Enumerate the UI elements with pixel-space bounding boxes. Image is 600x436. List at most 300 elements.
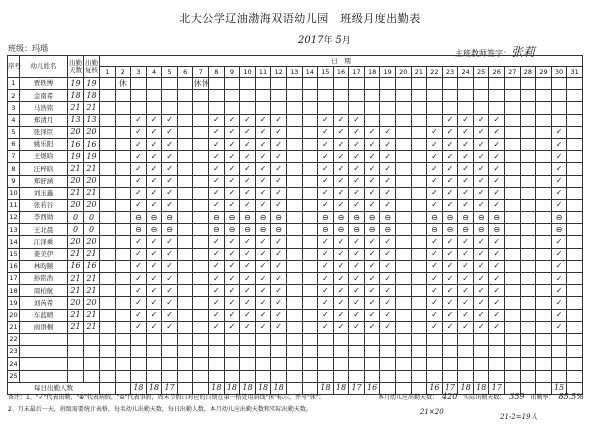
monthly-tallies	[378, 392, 588, 401]
attendance-mark	[442, 370, 458, 382]
attendance-mark	[567, 126, 583, 138]
attendance-mark	[395, 224, 411, 236]
attendance-mark	[115, 212, 131, 224]
attendance-mark: ✓	[333, 138, 349, 150]
attendance-mark	[458, 78, 474, 90]
attendance-mark	[224, 370, 240, 382]
attendance-mark	[177, 175, 193, 187]
attendance-mark: ✓	[473, 199, 489, 211]
attendance-mark: ✓	[271, 151, 287, 163]
attendance-mark	[177, 248, 193, 260]
table-row	[8, 273, 583, 285]
attendance-mark	[536, 333, 552, 345]
attendance-mark	[115, 370, 131, 382]
child-name: 李西勋	[20, 212, 68, 224]
attendance-mark	[567, 248, 583, 260]
attendance-mark: ✓	[380, 285, 396, 297]
table-row	[8, 333, 583, 345]
attendance-mark: ⊖	[146, 212, 162, 224]
attendance-mark: ✓	[131, 248, 147, 260]
attendance-mark	[458, 346, 474, 358]
attendance-mark	[177, 151, 193, 163]
attendance-mark	[240, 370, 256, 382]
daily-total-label: 每日出勤人数	[8, 382, 100, 394]
attendance-mark: ✓	[271, 138, 287, 150]
attendance-mark	[520, 151, 536, 163]
child-name: 姜美伊	[20, 248, 68, 260]
attendance-mark	[395, 163, 411, 175]
attendance-mark	[505, 236, 521, 248]
attendance-mark	[505, 78, 521, 90]
attendance-mark	[349, 370, 365, 382]
attendance-mark	[100, 126, 116, 138]
attendance-mark	[395, 199, 411, 211]
attendance-mark: ✓	[442, 163, 458, 175]
attendance-mark: ✓	[162, 175, 178, 187]
attendance-mark: ✓	[255, 309, 271, 321]
daily-total: 18	[271, 382, 287, 394]
attendance-mark	[302, 138, 318, 150]
row-number: 13	[8, 224, 20, 236]
attendance-mark	[364, 333, 380, 345]
attendance-mark: ✓	[209, 187, 225, 199]
attendance-mark: ✓	[209, 126, 225, 138]
attendance-mark	[520, 358, 536, 370]
attendance-mark	[115, 333, 131, 345]
attendance-mark	[520, 297, 536, 309]
attendance-mark: ✓	[427, 187, 443, 199]
attendance-mark: ✓	[240, 114, 256, 126]
attendance-mark: ⊖	[318, 224, 334, 236]
attendance-mark: ⊖	[458, 212, 474, 224]
attendance-mark	[100, 260, 116, 272]
attendance-mark	[505, 114, 521, 126]
attendance-mark	[567, 212, 583, 224]
days-due: 21	[68, 187, 84, 199]
attendance-mark	[551, 346, 567, 358]
attendance-mark	[115, 151, 131, 163]
attendance-mark: ✓	[318, 175, 334, 187]
attendance-mark: ✓	[349, 273, 365, 285]
child-name: 张若谷	[20, 199, 68, 211]
attendance-mark	[551, 370, 567, 382]
attendance-mark: ✓	[224, 138, 240, 150]
col-actual-header: 出勤复核	[84, 56, 100, 78]
attendance-mark	[209, 370, 225, 382]
attendance-mark: ✓	[458, 248, 474, 260]
day-header: 15	[318, 67, 334, 78]
attendance-mark	[115, 175, 131, 187]
attendance-mark	[302, 175, 318, 187]
attendance-mark: ✓	[380, 151, 396, 163]
attendance-mark: ⊖	[380, 212, 396, 224]
attendance-mark	[177, 309, 193, 321]
attendance-mark	[177, 126, 193, 138]
attendance-mark	[302, 90, 318, 102]
days-due: 20	[68, 199, 84, 211]
attendance-mark	[100, 297, 116, 309]
attendance-mark: ✓	[364, 297, 380, 309]
attendance-mark	[520, 212, 536, 224]
attendance-mark: ⊖	[224, 224, 240, 236]
attendance-mark: ✓	[551, 126, 567, 138]
attendance-mark: ✓	[209, 285, 225, 297]
daily-total: 17	[162, 382, 178, 394]
attendance-mark: ✓	[224, 175, 240, 187]
attendance-mark: ✓	[427, 163, 443, 175]
attendance-mark: ✓	[489, 199, 505, 211]
attendance-mark	[427, 346, 443, 358]
col-due-header: 出勤天数	[68, 56, 84, 78]
attendance-mark: ✓	[224, 273, 240, 285]
row-number: 1	[8, 78, 20, 90]
due-days-value: 420	[442, 392, 458, 401]
attendance-mark	[177, 138, 193, 150]
attendance-mark	[520, 175, 536, 187]
attendance-mark: ✓	[209, 248, 225, 260]
attendance-mark	[100, 163, 116, 175]
attendance-mark	[520, 187, 536, 199]
attendance-mark	[364, 114, 380, 126]
attendance-mark	[224, 346, 240, 358]
daily-total: 17	[349, 382, 365, 394]
child-name	[20, 358, 68, 370]
attendance-mark: ✓	[473, 187, 489, 199]
attendance-mark: ✓	[427, 285, 443, 297]
daily-total: 18	[240, 382, 256, 394]
attendance-mark	[551, 102, 567, 114]
attendance-mark	[115, 309, 131, 321]
child-name: 姚乐阳	[20, 138, 68, 150]
attendance-mark: ✓	[442, 321, 458, 333]
attendance-mark	[302, 358, 318, 370]
handwritten-calc-1: 21×20	[420, 408, 444, 416]
attendance-mark	[520, 260, 536, 272]
attendance-mark: ✓	[349, 126, 365, 138]
attendance-mark: 休休	[193, 78, 209, 90]
attendance-mark: ✓	[131, 138, 147, 150]
attendance-mark	[255, 78, 271, 90]
attendance-mark	[255, 102, 271, 114]
attendance-mark	[505, 297, 521, 309]
attendance-mark: ✓	[364, 187, 380, 199]
attendance-mark	[115, 102, 131, 114]
attendance-mark	[520, 114, 536, 126]
attendance-mark: ✓	[209, 236, 225, 248]
attendance-mark: ✓	[458, 236, 474, 248]
due-days-label: 本月幼儿应出勤天数：	[378, 394, 439, 401]
attendance-mark	[520, 273, 536, 285]
attendance-mark	[115, 297, 131, 309]
attendance-mark	[271, 102, 287, 114]
table-row	[8, 346, 583, 358]
days-actual: 20	[84, 236, 100, 248]
sheet-title: 北大公学辽油渤海双语幼儿园 班级月度出勤表	[179, 12, 421, 25]
note-line-1: 备注：1、"✓"代表出勤，"⊕"代表病假，"⊖"代表事假，周末节假日对应的日期在第一格处用斜线"休"标示，并写"休"；	[8, 394, 325, 401]
attendance-mark: ✓	[255, 175, 271, 187]
attendance-mark: ✓	[364, 285, 380, 297]
attendance-mark: ✓	[333, 273, 349, 285]
attendance-mark: ✓	[489, 309, 505, 321]
attendance-mark: ⊖	[427, 224, 443, 236]
attendance-mark: ✓	[271, 285, 287, 297]
attendance-mark	[100, 224, 116, 236]
attendance-mark	[411, 175, 427, 187]
attendance-mark	[100, 151, 116, 163]
attendance-mark	[302, 78, 318, 90]
attendance-mark: ✓	[364, 309, 380, 321]
daily-total: 18	[318, 382, 334, 394]
attendance-mark	[380, 346, 396, 358]
attendance-mark	[193, 126, 209, 138]
attendance-mark: ✓	[551, 187, 567, 199]
actual-days-label: 实际出勤天数：	[463, 394, 506, 401]
attendance-mark: ✓	[349, 187, 365, 199]
day-header: 13	[286, 67, 302, 78]
col-no-header: 序号	[8, 56, 20, 78]
days-actual: 20	[84, 175, 100, 187]
attendance-mark: ✓	[473, 163, 489, 175]
attendance-mark	[520, 333, 536, 345]
attendance-mark	[302, 236, 318, 248]
attendance-mark	[162, 78, 178, 90]
attendance-mark: ✓	[473, 114, 489, 126]
attendance-mark	[473, 358, 489, 370]
attendance-mark	[177, 297, 193, 309]
attendance-mark	[146, 333, 162, 345]
attendance-mark	[567, 163, 583, 175]
attendance-mark: ✓	[489, 297, 505, 309]
handwritten-calc-2: 21-2=19人	[500, 413, 538, 421]
attendance-mark	[333, 370, 349, 382]
year-month	[298, 33, 351, 46]
attendance-mark	[505, 260, 521, 272]
attendance-mark: ✓	[551, 138, 567, 150]
attendance-mark	[193, 102, 209, 114]
attendance-mark: ✓	[271, 236, 287, 248]
attendance-mark: ⊖	[473, 224, 489, 236]
day-header: 23	[442, 67, 458, 78]
attendance-mark	[193, 114, 209, 126]
attendance-mark: ✓	[209, 273, 225, 285]
attendance-mark	[177, 78, 193, 90]
attendance-mark: ✓	[442, 126, 458, 138]
attendance-mark	[364, 346, 380, 358]
attendance-mark: ✓	[473, 126, 489, 138]
day-header: 6	[177, 67, 193, 78]
attendance-mark	[286, 346, 302, 358]
attendance-mark: ✓	[333, 199, 349, 211]
attendance-mark	[505, 151, 521, 163]
attendance-mark: ⊖	[318, 212, 334, 224]
daily-total: 17	[489, 382, 505, 394]
table-row	[8, 285, 583, 297]
attendance-mark	[193, 333, 209, 345]
attendance-mark: ✓	[255, 126, 271, 138]
table-row	[8, 358, 583, 370]
attendance-mark: ✓	[473, 151, 489, 163]
attendance-mark: ✓	[271, 273, 287, 285]
table-row	[8, 163, 583, 175]
attendance-mark: ✓	[427, 248, 443, 260]
attendance-table	[7, 55, 583, 395]
attendance-mark	[395, 333, 411, 345]
attendance-mark: ✓	[364, 248, 380, 260]
attendance-mark	[364, 102, 380, 114]
attendance-mark: ✓	[240, 297, 256, 309]
attendance-mark	[100, 236, 116, 248]
attendance-mark: ✓	[380, 175, 396, 187]
attendance-mark	[489, 78, 505, 90]
attendance-mark: ✓	[318, 297, 334, 309]
attendance-mark	[380, 370, 396, 382]
attendance-mark	[395, 358, 411, 370]
attendance-mark: ✓	[364, 273, 380, 285]
attendance-mark	[349, 333, 365, 345]
attendance-mark: ✓	[473, 297, 489, 309]
attendance-mark: ✓	[255, 260, 271, 272]
attendance-mark: ⊖	[333, 212, 349, 224]
attendance-mark	[442, 346, 458, 358]
attendance-mark	[520, 102, 536, 114]
attendance-mark: ✓	[489, 187, 505, 199]
attendance-mark: ✓	[380, 138, 396, 150]
attendance-mark	[193, 90, 209, 102]
day-header: 25	[473, 67, 489, 78]
attendance-mark	[115, 321, 131, 333]
attendance-mark	[286, 102, 302, 114]
attendance-mark	[100, 114, 116, 126]
attendance-mark: ✓	[349, 163, 365, 175]
attendance-mark: ✓	[271, 187, 287, 199]
attendance-mark: ✓	[318, 187, 334, 199]
attendance-mark	[286, 199, 302, 211]
table-row	[8, 199, 583, 211]
attendance-mark: ✓	[240, 175, 256, 187]
child-name: 孙铭浩	[20, 273, 68, 285]
days-actual: 20	[84, 126, 100, 138]
attendance-mark	[567, 175, 583, 187]
row-number: 23	[8, 346, 20, 358]
attendance-mark: ✓	[458, 260, 474, 272]
attendance-mark: ✓	[240, 163, 256, 175]
attendance-mark: ✓	[162, 126, 178, 138]
attendance-mark: ✓	[458, 114, 474, 126]
attendance-mark: ✓	[473, 175, 489, 187]
attendance-mark: ✓	[473, 236, 489, 248]
attendance-mark	[115, 224, 131, 236]
attendance-mark: ✓	[271, 114, 287, 126]
day-header: 14	[302, 67, 318, 78]
attendance-mark	[193, 236, 209, 248]
attendance-mark: ✓	[551, 199, 567, 211]
day-header: 24	[458, 67, 474, 78]
attendance-mark	[567, 199, 583, 211]
attendance-mark	[395, 187, 411, 199]
attendance-mark	[177, 321, 193, 333]
attendance-mark: ✓	[349, 138, 365, 150]
attendance-mark	[349, 102, 365, 114]
attendance-mark	[115, 260, 131, 272]
days-actual	[84, 370, 100, 382]
attendance-mark: ✓	[146, 236, 162, 248]
day-header: 9	[224, 67, 240, 78]
days-due: 20	[68, 236, 84, 248]
attendance-mark	[318, 333, 334, 345]
attendance-mark	[100, 285, 116, 297]
attendance-mark	[380, 358, 396, 370]
attendance-mark: ✓	[442, 260, 458, 272]
row-number: 4	[8, 114, 20, 126]
row-number: 5	[8, 126, 20, 138]
attendance-mark	[567, 102, 583, 114]
attendance-mark: ✓	[131, 175, 147, 187]
attendance-mark	[302, 224, 318, 236]
attendance-mark	[567, 78, 583, 90]
days-due: 19	[68, 151, 84, 163]
year-suffix: 年	[323, 36, 333, 46]
attendance-mark: ✓	[349, 199, 365, 211]
attendance-mark	[302, 321, 318, 333]
days-actual: 21	[84, 273, 100, 285]
attendance-mark	[411, 151, 427, 163]
attendance-mark	[193, 346, 209, 358]
attendance-mark	[271, 358, 287, 370]
attendance-mark	[536, 163, 552, 175]
child-name	[20, 346, 68, 358]
days-due: 16	[68, 260, 84, 272]
attendance-mark	[536, 297, 552, 309]
actual-days-value: 359	[509, 392, 525, 401]
attendance-mark	[131, 346, 147, 358]
table-row	[8, 370, 583, 382]
attendance-mark	[177, 346, 193, 358]
attendance-mark	[395, 297, 411, 309]
days-actual: 18	[84, 90, 100, 102]
attendance-mark: ⊖	[271, 224, 287, 236]
row-number: 2	[8, 90, 20, 102]
attendance-mark	[442, 358, 458, 370]
attendance-mark	[302, 248, 318, 260]
attendance-mark	[146, 102, 162, 114]
attendance-mark	[551, 333, 567, 345]
attendance-mark: ✓	[131, 114, 147, 126]
day-header: 2	[115, 67, 131, 78]
attendance-mark: ✓	[224, 260, 240, 272]
daily-total: 18	[473, 382, 489, 394]
attendance-mark	[364, 78, 380, 90]
attendance-mark	[567, 114, 583, 126]
row-number: 8	[8, 163, 20, 175]
attendance-mark	[224, 358, 240, 370]
attendance-mark: ⊖	[131, 224, 147, 236]
attendance-mark	[395, 260, 411, 272]
days-due: 21	[68, 248, 84, 260]
attendance-mark: ✓	[349, 309, 365, 321]
day-header: 7	[193, 67, 209, 78]
attendance-mark: ✓	[271, 309, 287, 321]
attendance-mark	[536, 151, 552, 163]
days-actual: 21	[84, 187, 100, 199]
days-actual: 21	[84, 102, 100, 114]
attendance-mark: ✓	[333, 309, 349, 321]
attendance-mark: ✓	[318, 248, 334, 260]
attendance-mark	[100, 175, 116, 187]
day-header: 12	[271, 67, 287, 78]
attendance-mark	[162, 346, 178, 358]
attendance-mark	[411, 370, 427, 382]
attendance-mark: ✓	[551, 260, 567, 272]
